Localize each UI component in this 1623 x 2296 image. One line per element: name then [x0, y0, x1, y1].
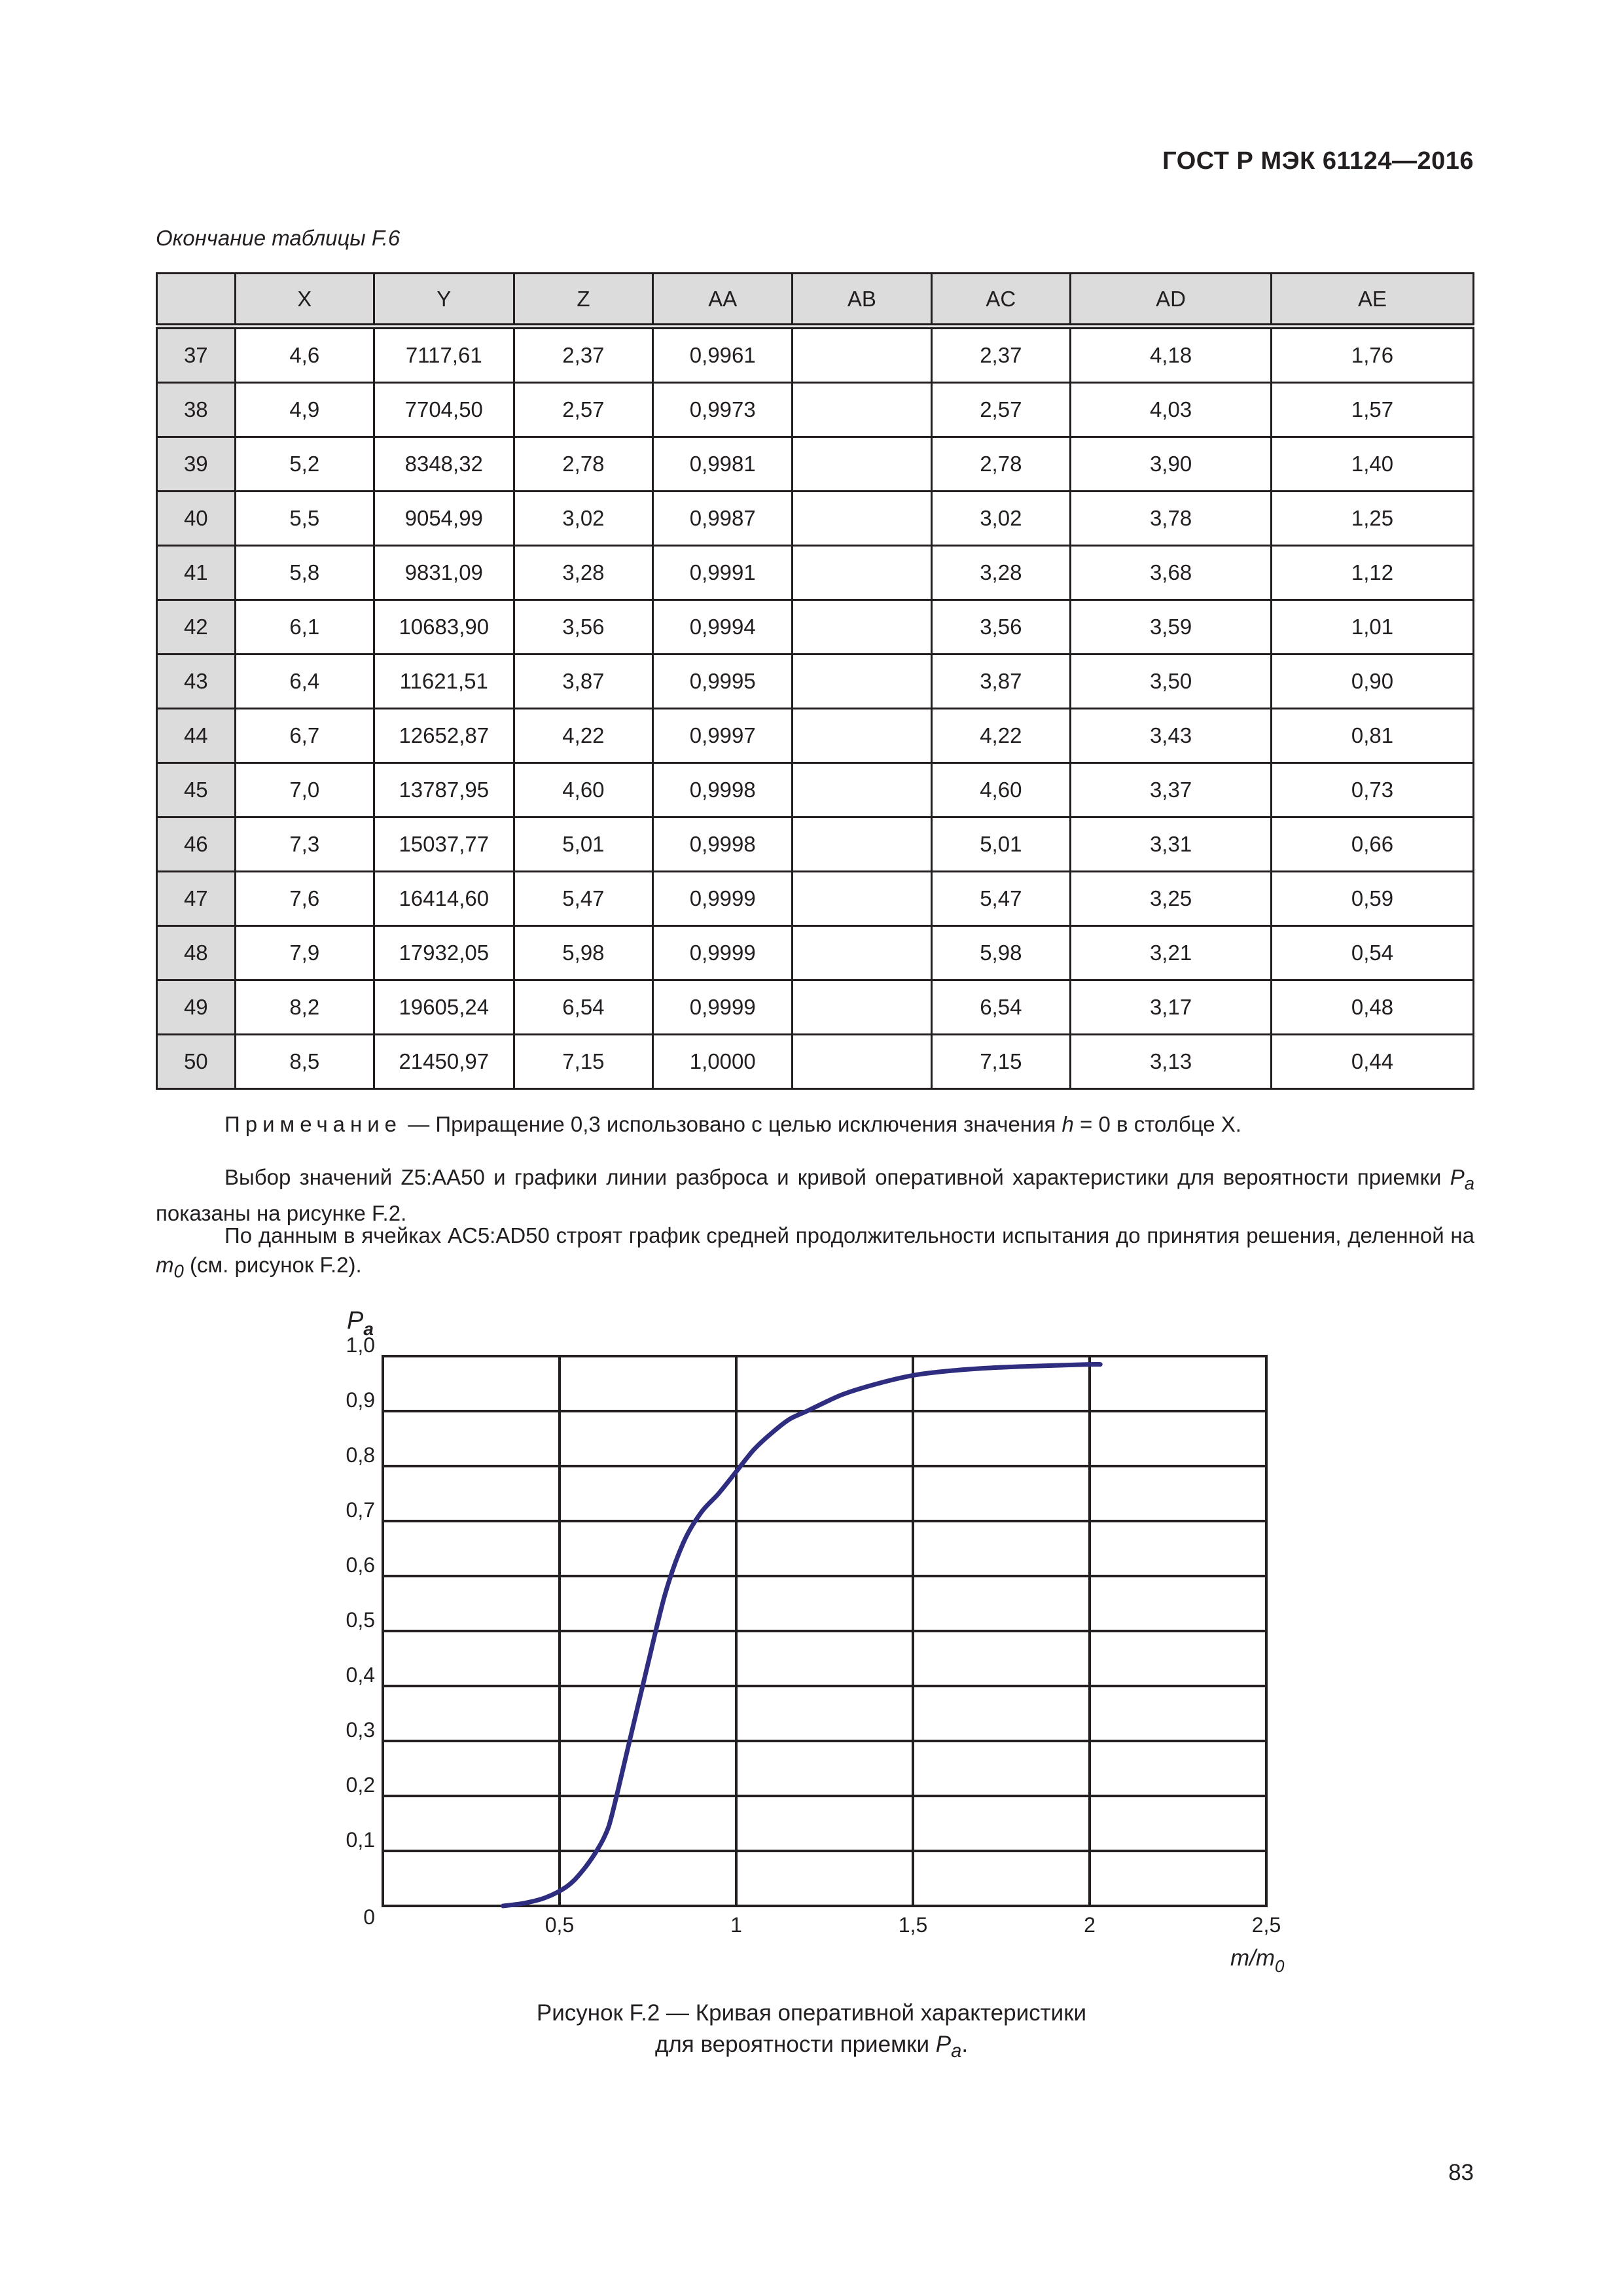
- table-cell-aa: 0,9991: [653, 546, 793, 600]
- column-header-z: Z: [514, 274, 653, 327]
- table-cell-ab: [793, 655, 931, 709]
- x-axis-label: [1230, 1945, 1285, 1976]
- table-cell-index: 44: [157, 709, 236, 763]
- table-cell-ab: [793, 817, 931, 872]
- table-row: [157, 872, 1474, 926]
- table-cell-index: 47: [157, 872, 236, 926]
- table-cell-ae: 0,59: [1272, 872, 1474, 926]
- note-label: Примечание: [224, 1112, 402, 1136]
- table-cell-z: 5,47: [514, 872, 653, 926]
- x-tick-label: 0,5: [544, 1913, 575, 1937]
- paragraph-1-text-before: Выбор значений Z5:AA50 и графики линии разброса и кривой оперативной характеристики для вероятности приемки: [224, 1165, 1450, 1189]
- table-row: [157, 655, 1474, 709]
- y-tick-label: 0,4: [346, 1663, 375, 1687]
- table-row: [157, 817, 1474, 872]
- table-cell-ac: 2,78: [931, 437, 1071, 492]
- table-cell-z: 5,98: [514, 926, 653, 980]
- figure-caption: [0, 1998, 1623, 2067]
- y-tick-label: 0,8: [346, 1443, 375, 1467]
- table-cell-ac: 3,02: [931, 492, 1071, 546]
- y-axis-label: [347, 1307, 374, 1339]
- table-cell-index: 42: [157, 600, 236, 655]
- table-cell-ae: 1,40: [1272, 437, 1474, 492]
- figure-caption-line-1: Рисунок F.2 — Кривая оперативной характеристики: [536, 2000, 1087, 2026]
- column-header-ac: AC: [931, 274, 1071, 327]
- table-cell-z: 3,87: [514, 655, 653, 709]
- table-cell-z: 3,56: [514, 600, 653, 655]
- table-cell-ae: 1,12: [1272, 546, 1474, 600]
- paragraph-1-variable-subscript: a: [1464, 1173, 1474, 1194]
- y-axis-label-main: P: [347, 1307, 364, 1335]
- table-cell-ae: 1,76: [1272, 327, 1474, 383]
- table-cell-ac: 5,98: [931, 926, 1071, 980]
- table-cell-index: 50: [157, 1035, 236, 1089]
- table-cell-aa: 0,9973: [653, 383, 793, 437]
- table-cell-y: 13787,95: [374, 763, 514, 817]
- table-cell-z: 5,01: [514, 817, 653, 872]
- table-cell-ae: 1,57: [1272, 383, 1474, 437]
- table-cell-ae: 1,01: [1272, 600, 1474, 655]
- table-cell-ad: 3,21: [1071, 926, 1272, 980]
- table-cell-ad: 3,25: [1071, 872, 1272, 926]
- paragraph-1-variable: P: [1450, 1165, 1465, 1189]
- table-cell-z: 2,57: [514, 383, 653, 437]
- data-table: [156, 272, 1474, 1090]
- table-cell-y: 9054,99: [374, 492, 514, 546]
- table-cell-ad: 3,68: [1071, 546, 1272, 600]
- table-cell-y: 11621,51: [374, 655, 514, 709]
- y-tick-label: 0,6: [346, 1553, 375, 1577]
- table-cell-ab: [793, 600, 931, 655]
- table-cell-x: 5,2: [235, 437, 374, 492]
- table-cell-ae: 0,73: [1272, 763, 1474, 817]
- table-cell-ae: 1,25: [1272, 492, 1474, 546]
- y-tick-label: 1,0: [346, 1333, 375, 1357]
- chart-grid: [383, 1356, 1266, 1906]
- column-header-ae: AE: [1272, 274, 1474, 327]
- standard-code: ГОСТ Р МЭК 61124—2016: [1162, 147, 1474, 175]
- table-cell-x: 8,2: [235, 980, 374, 1035]
- column-header-ad: AD: [1071, 274, 1272, 327]
- table-cell-z: 4,22: [514, 709, 653, 763]
- table-cell-y: 16414,60: [374, 872, 514, 926]
- table-cell-ac: 3,28: [931, 546, 1071, 600]
- table-cell-x: 7,0: [235, 763, 374, 817]
- column-header-x: X: [235, 274, 374, 327]
- table-cell-index: 37: [157, 327, 236, 383]
- table-cell-ad: 3,50: [1071, 655, 1272, 709]
- table-cell-aa: 0,9998: [653, 817, 793, 872]
- table-caption: Окончание таблицы F.6: [156, 226, 401, 250]
- figure-caption-line-2-before: для вероятности приемки: [654, 2032, 936, 2057]
- table-body: [157, 327, 1474, 1089]
- table-row: [157, 327, 1474, 383]
- table-cell-ac: 3,56: [931, 600, 1071, 655]
- table-cell-z: 3,02: [514, 492, 653, 546]
- note-variable: h: [1061, 1112, 1074, 1136]
- table-cell-y: 8348,32: [374, 437, 514, 492]
- paragraph-1-text-after: показаны на рисунке F.2.: [156, 1200, 407, 1225]
- paragraph-2-text-before: По данным в ячейках AC5:AD50 строят график средней продолжительности испытания до принятия решения, деленной на: [224, 1223, 1474, 1247]
- table-cell-ad: 3,13: [1071, 1035, 1272, 1089]
- x-tick-label: 1: [730, 1913, 742, 1937]
- body-paragraph-2: [156, 1221, 1474, 1286]
- table-header-row: [157, 274, 1474, 327]
- table-cell-ac: 4,60: [931, 763, 1071, 817]
- table-cell-z: 4,60: [514, 763, 653, 817]
- page-number: 83: [1448, 2160, 1474, 2185]
- table-cell-ac: 6,54: [931, 980, 1071, 1035]
- column-header-y: Y: [374, 274, 514, 327]
- table-cell-ab: [793, 437, 931, 492]
- table-cell-ab: [793, 492, 931, 546]
- table-cell-ab: [793, 546, 931, 600]
- table-row: [157, 546, 1474, 600]
- table-cell-x: 7,3: [235, 817, 374, 872]
- table-cell-y: 19605,24: [374, 980, 514, 1035]
- table-cell-z: 7,15: [514, 1035, 653, 1089]
- table-cell-aa: 0,9961: [653, 327, 793, 383]
- table-cell-aa: 0,9998: [653, 763, 793, 817]
- table-cell-aa: 0,9994: [653, 600, 793, 655]
- x-tick-label: 1,5: [898, 1913, 928, 1937]
- table-note: [156, 1109, 1474, 1139]
- table-cell-ac: 3,87: [931, 655, 1071, 709]
- table-cell-ae: 0,66: [1272, 817, 1474, 872]
- y-tick-label: 0,7: [346, 1498, 375, 1522]
- table-cell-aa: 0,9999: [653, 872, 793, 926]
- table-cell-x: 7,6: [235, 872, 374, 926]
- column-header-index: [157, 274, 236, 327]
- table-cell-ab: [793, 709, 931, 763]
- plot-frame: [383, 1356, 1266, 1906]
- table-cell-ad: 3,37: [1071, 763, 1272, 817]
- y-tick-label: 0,2: [346, 1773, 375, 1797]
- table-cell-z: 6,54: [514, 980, 653, 1035]
- table-cell-aa: 0,9999: [653, 926, 793, 980]
- table-cell-ab: [793, 383, 931, 437]
- figure-caption-variable: P: [935, 2032, 952, 2057]
- table-cell-ad: 4,18: [1071, 327, 1272, 383]
- table-cell-ad: 3,43: [1071, 709, 1272, 763]
- x-tick-label: 2: [1084, 1913, 1096, 1937]
- table-cell-y: 12652,87: [374, 709, 514, 763]
- table-cell-ab: [793, 327, 931, 383]
- table-cell-aa: 0,9997: [653, 709, 793, 763]
- table-cell-ab: [793, 980, 931, 1035]
- table-cell-ad: 4,03: [1071, 383, 1272, 437]
- table-cell-ab: [793, 926, 931, 980]
- table-cell-index: 39: [157, 437, 236, 492]
- table-row: [157, 709, 1474, 763]
- table-row: [157, 1035, 1474, 1089]
- table-cell-z: 2,78: [514, 437, 653, 492]
- table-cell-y: 7117,61: [374, 327, 514, 383]
- paragraph-2-text-after: (см. рисунок F.2).: [183, 1253, 362, 1277]
- y-tick-label: 0,3: [346, 1718, 375, 1742]
- table-cell-aa: 0,9981: [653, 437, 793, 492]
- table-cell-index: 49: [157, 980, 236, 1035]
- table-cell-aa: 0,9995: [653, 655, 793, 709]
- table-cell-ac: 7,15: [931, 1035, 1071, 1089]
- table-cell-x: 5,5: [235, 492, 374, 546]
- table-cell-ae: 0,90: [1272, 655, 1474, 709]
- table-cell-ac: 5,47: [931, 872, 1071, 926]
- note-dash: —: [408, 1112, 430, 1136]
- table-cell-x: 7,9: [235, 926, 374, 980]
- x-axis-label-main: m/m: [1230, 1945, 1275, 1971]
- table-cell-x: 5,8: [235, 546, 374, 600]
- table-cell-ad: 3,59: [1071, 600, 1272, 655]
- y-tick-label: 0: [363, 1905, 375, 1929]
- table-cell-index: 41: [157, 546, 236, 600]
- table-cell-ab: [793, 872, 931, 926]
- y-axis-label-subscript: a: [363, 1319, 374, 1339]
- chart-series-line: [503, 1364, 1101, 1906]
- x-tick-label: 2,5: [1251, 1913, 1281, 1937]
- y-tick-label: 0,5: [346, 1608, 375, 1632]
- table-cell-ac: 2,57: [931, 383, 1071, 437]
- table-cell-index: 46: [157, 817, 236, 872]
- body-paragraph-1: [156, 1162, 1474, 1228]
- paragraph-2-variable-subscript: 0: [173, 1261, 184, 1282]
- table-cell-ac: 2,37: [931, 327, 1071, 383]
- table-row: [157, 492, 1474, 546]
- x-axis-label-subscript: 0: [1275, 1956, 1285, 1976]
- table-cell-index: 43: [157, 655, 236, 709]
- table-cell-x: 6,1: [235, 600, 374, 655]
- table-cell-ae: 0,44: [1272, 1035, 1474, 1089]
- table-cell-ac: 5,01: [931, 817, 1071, 872]
- table-cell-y: 10683,90: [374, 600, 514, 655]
- paragraph-2-variable: m: [156, 1253, 174, 1277]
- table-cell-x: 4,6: [235, 327, 374, 383]
- table-cell-y: 21450,97: [374, 1035, 514, 1089]
- table-row: [157, 763, 1474, 817]
- table-cell-ad: 3,90: [1071, 437, 1272, 492]
- figure-caption-line-2-after: .: [961, 2032, 969, 2057]
- note-text-after: = 0 в столбце X.: [1073, 1112, 1241, 1136]
- chart-tick-labels: [346, 1333, 1281, 1937]
- figure-caption-line-2: [0, 2029, 1623, 2067]
- table-cell-ab: [793, 1035, 931, 1089]
- table-cell-aa: 0,9999: [653, 980, 793, 1035]
- table-cell-index: 38: [157, 383, 236, 437]
- table-cell-y: 9831,09: [374, 546, 514, 600]
- table-cell-aa: 0,9987: [653, 492, 793, 546]
- table-cell-index: 48: [157, 926, 236, 980]
- figure-caption-variable-subscript: a: [951, 2041, 962, 2062]
- table-cell-ae: 0,81: [1272, 709, 1474, 763]
- table-cell-ad: 3,31: [1071, 817, 1272, 872]
- table-cell-index: 40: [157, 492, 236, 546]
- y-tick-label: 0,1: [346, 1828, 375, 1852]
- table-row: [157, 437, 1474, 492]
- table-cell-z: 2,37: [514, 327, 653, 383]
- table-cell-z: 3,28: [514, 546, 653, 600]
- table-cell-ad: 3,17: [1071, 980, 1272, 1035]
- note-text-before: Приращение 0,3 использовано с целью исключения значения: [435, 1112, 1062, 1136]
- table-row: [157, 926, 1474, 980]
- table-cell-aa: 1,0000: [653, 1035, 793, 1089]
- table-cell-index: 45: [157, 763, 236, 817]
- table-cell-x: 6,7: [235, 709, 374, 763]
- table-cell-ae: 0,54: [1272, 926, 1474, 980]
- table-cell-y: 15037,77: [374, 817, 514, 872]
- table-cell-ab: [793, 763, 931, 817]
- column-header-ab: AB: [793, 274, 931, 327]
- table-cell-y: 17932,05: [374, 926, 514, 980]
- table-cell-ad: 3,78: [1071, 492, 1272, 546]
- table-row: [157, 980, 1474, 1035]
- table-cell-ac: 4,22: [931, 709, 1071, 763]
- table-row: [157, 600, 1474, 655]
- table-row: [157, 383, 1474, 437]
- table-cell-x: 4,9: [235, 383, 374, 437]
- table-cell-ae: 0,48: [1272, 980, 1474, 1035]
- table-cell-x: 6,4: [235, 655, 374, 709]
- y-tick-label: 0,9: [346, 1388, 375, 1412]
- table-cell-y: 7704,50: [374, 383, 514, 437]
- column-header-aa: AA: [653, 274, 793, 327]
- table-cell-x: 8,5: [235, 1035, 374, 1089]
